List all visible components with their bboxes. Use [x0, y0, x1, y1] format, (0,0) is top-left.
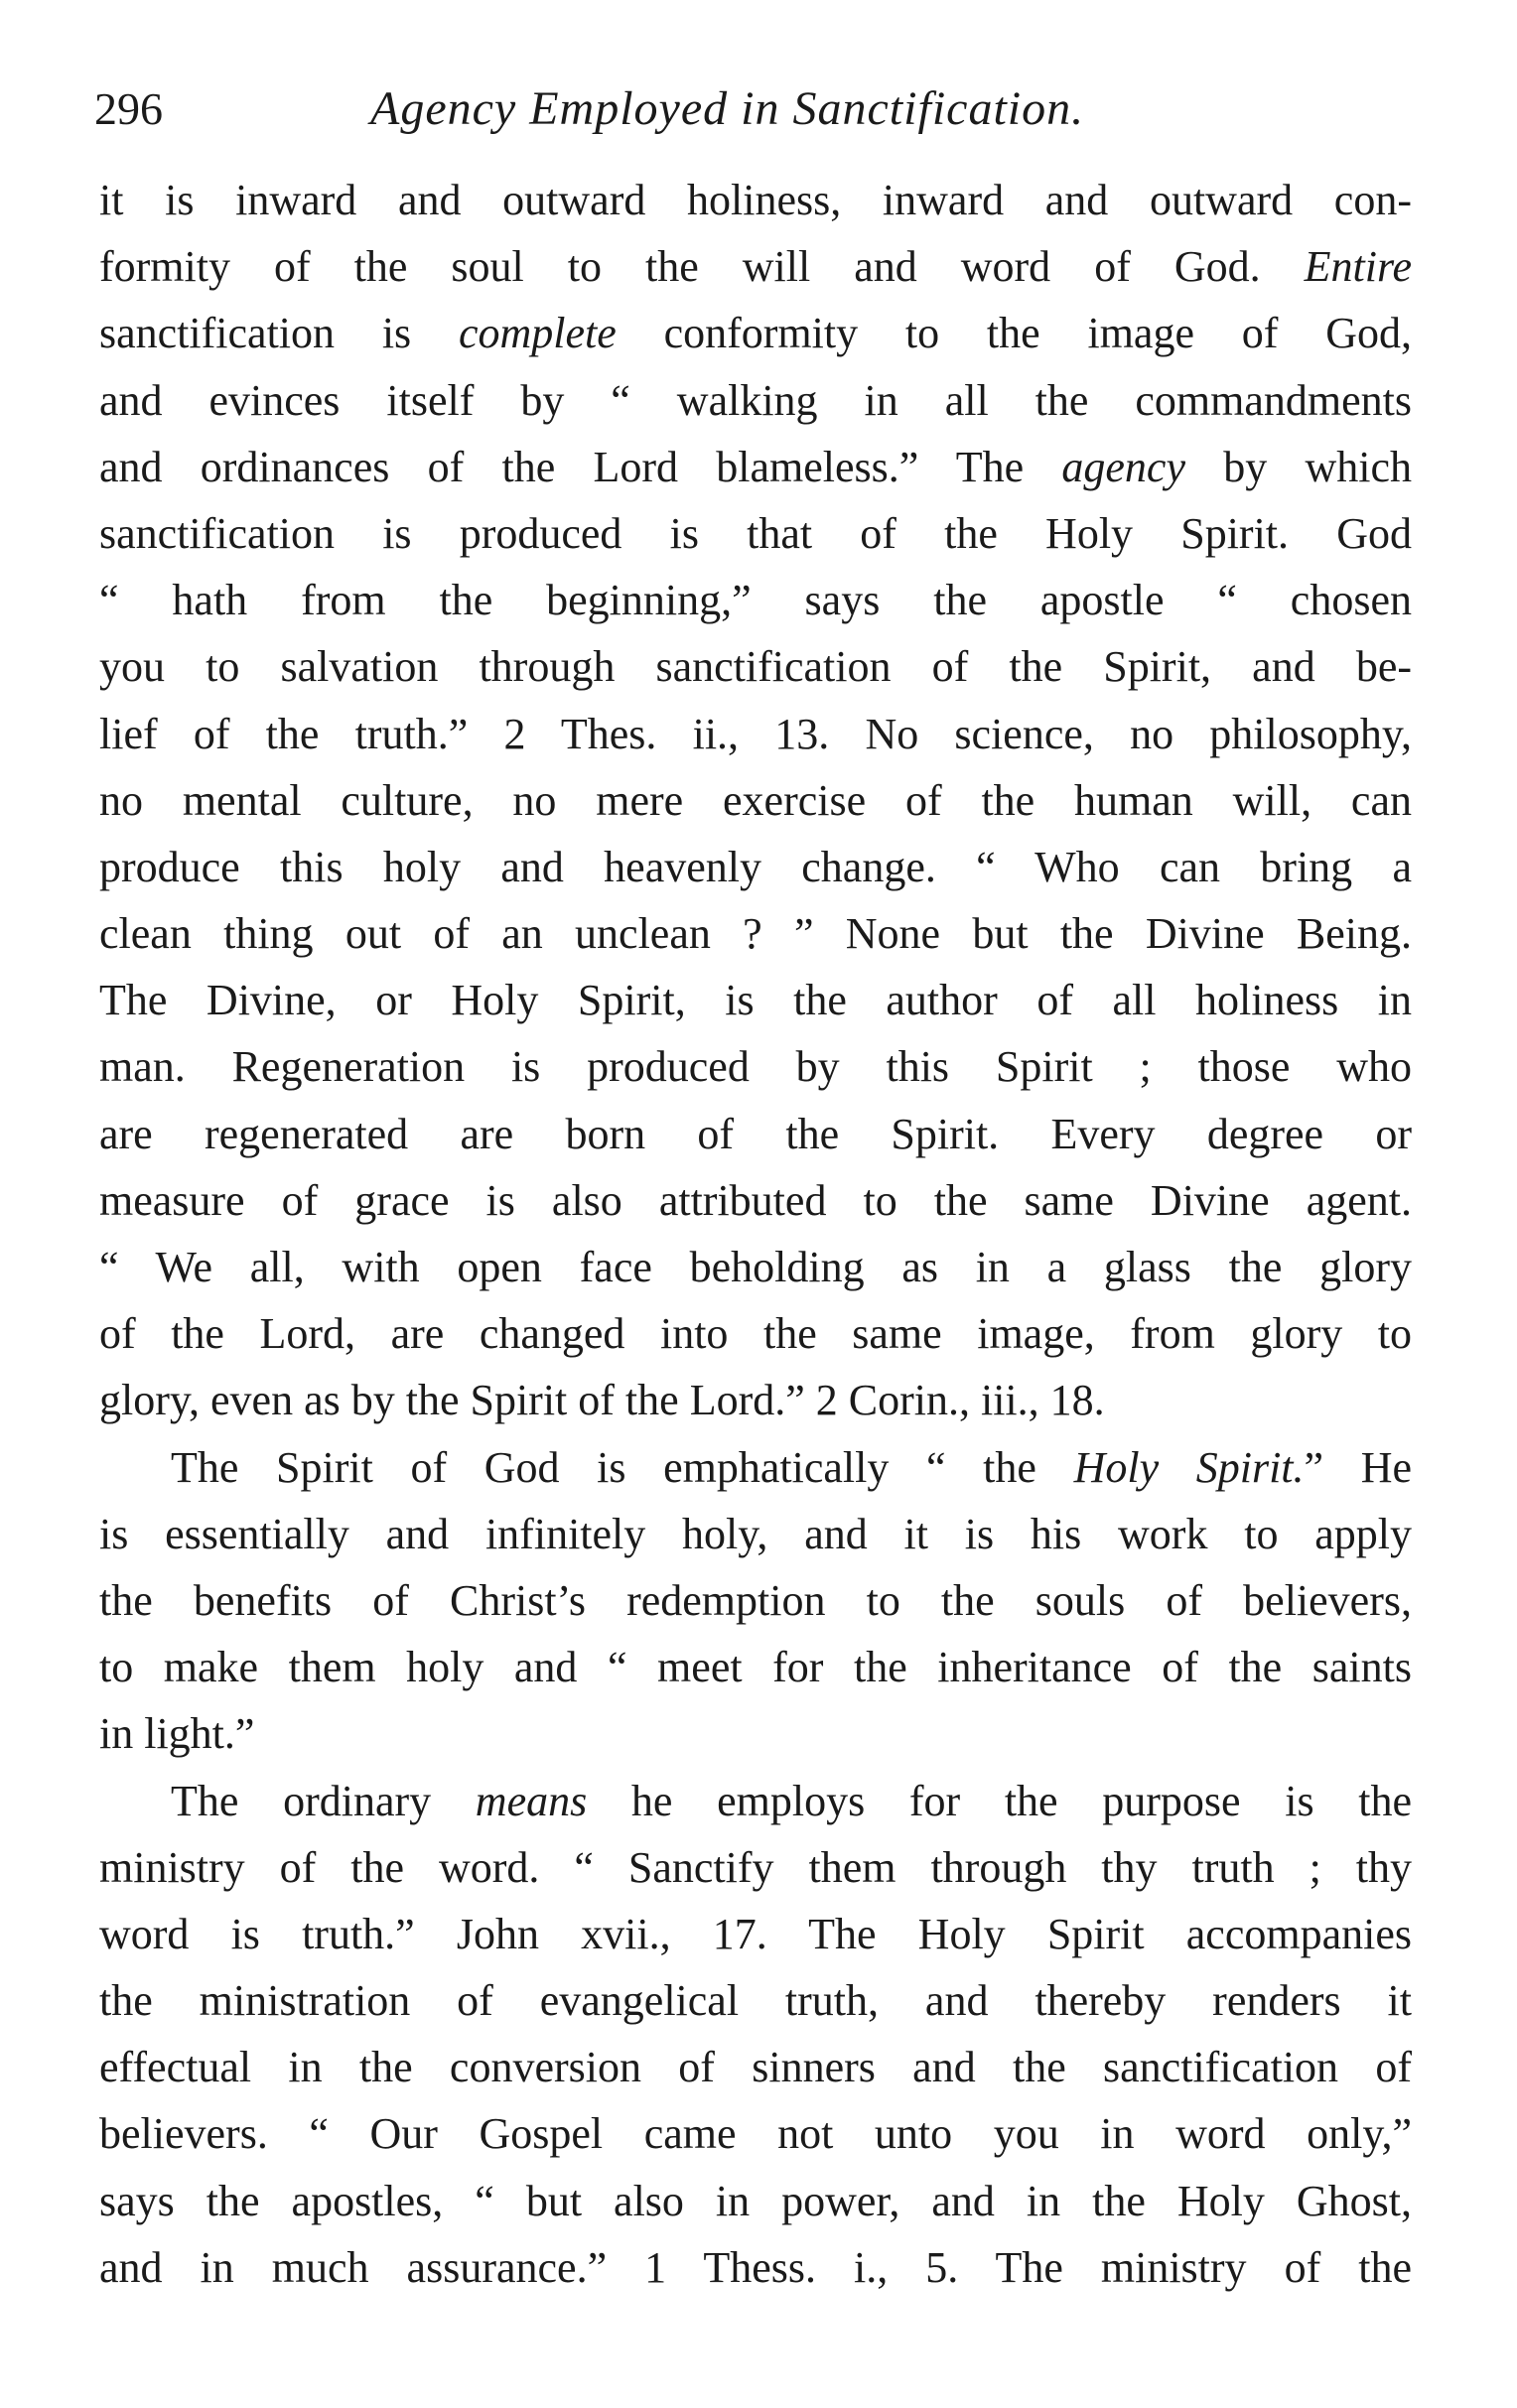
text-line	[99, 1700, 1412, 1767]
body-text	[99, 167, 1412, 2301]
text-segment: sanctification is	[99, 309, 459, 358]
text-line	[99, 1434, 1412, 1501]
text-segment: “ hath from the beginning,” says the apostle “ chosen	[99, 576, 1412, 625]
text-segment: and ordinances of the Lord blameless.” The	[99, 442, 1062, 491]
text-segment: the benefits of Christ’s redemption to the souls of believers,	[99, 1575, 1412, 1625]
text-segment: measure of grace is also attributed to the same Divine agent.	[99, 1175, 1412, 1225]
text-segment: ” He	[1304, 1442, 1412, 1492]
text-segment: the ministration of evangelical truth, and thereby renders it	[99, 1976, 1412, 2026]
italic-text: complete	[458, 309, 617, 358]
text-line	[99, 167, 1412, 233]
text-line	[99, 2168, 1412, 2234]
text-segment: you to salvation through sanctification of the Spirit, and be-	[99, 642, 1412, 692]
text-line	[99, 567, 1412, 633]
text-segment: glory, even as by the Spirit of the Lord.” 2 Corin., iii., 18.	[99, 1376, 1105, 1425]
italic-text: Entire	[1304, 242, 1412, 292]
text-line	[99, 2034, 1412, 2100]
text-line	[99, 701, 1412, 767]
text-line	[99, 2234, 1412, 2301]
text-segment: by which	[1184, 442, 1412, 491]
text-segment: The Divine, or Holy Spirit, is the author of all holiness in	[99, 976, 1412, 1025]
text-segment: to make them holy and “ meet for the inheritance of the saints	[99, 1643, 1412, 1692]
text-line	[99, 1367, 1412, 1433]
text-line	[99, 1634, 1412, 1700]
text-line	[99, 1501, 1412, 1567]
italic-text: Holy Spirit.	[1073, 1442, 1305, 1492]
running-title: Agency Employed in Sanctification.	[370, 82, 1085, 135]
text-line	[99, 767, 1412, 834]
text-line	[99, 500, 1412, 567]
text-segment: The ordinary	[171, 1776, 476, 1825]
text-segment: and evinces itself by “ walking in all the commandments	[99, 375, 1412, 425]
page-number: 296	[94, 83, 163, 134]
text-line	[99, 367, 1412, 434]
text-line	[99, 1567, 1412, 1634]
text-segment: “ We all, with open face beholding as in a glass the glory	[99, 1243, 1412, 1291]
text-segment: believers. “ Our Gospel came not unto you in word only,”	[99, 2109, 1412, 2159]
text-segment: lief of the truth.” 2 Thes. ii., 13. No science, no philosophy,	[99, 709, 1412, 758]
text-segment: he employs for the purpose is the	[587, 1776, 1412, 1825]
text-segment: and in much assurance.” 1 Thess. i., 5. The ministry of the	[99, 2242, 1412, 2292]
text-line	[99, 1901, 1412, 1967]
text-line	[99, 1101, 1412, 1167]
text-line	[99, 633, 1412, 700]
text-segment: clean thing out of an unclean ? ” None but the Divine Being.	[99, 909, 1412, 959]
text-line	[99, 967, 1412, 1033]
text-line	[99, 1167, 1412, 1234]
text-line	[99, 1033, 1412, 1100]
text-segment: conformity to the image of God,	[616, 309, 1412, 358]
text-line	[99, 834, 1412, 900]
text-line	[99, 1300, 1412, 1367]
text-line	[99, 1834, 1412, 1901]
text-line	[99, 1768, 1412, 1834]
text-segment: it is inward and outward holiness, inward and outward con-	[99, 176, 1412, 224]
text-segment: word is truth.” John xvii., 17. The Holy Spirit accompanies	[99, 1909, 1412, 1958]
text-line	[99, 434, 1412, 500]
text-segment: no mental culture, no mere exercise of the human will, can	[99, 775, 1412, 825]
text-line	[99, 2100, 1412, 2167]
text-line	[99, 1234, 1412, 1300]
text-segment: man. Regeneration is produced by this Spirit ; those who	[99, 1042, 1412, 1092]
text-segment: formity of the soul to the will and word of God.	[99, 242, 1305, 292]
text-segment: ministry of the word. “ Sanctify them through thy truth ; thy	[99, 1842, 1412, 1892]
text-segment: effectual in the conversion of sinners and the sanctification of	[99, 2043, 1412, 2092]
italic-text: agency	[1061, 442, 1185, 491]
text-line	[99, 1967, 1412, 2034]
text-line	[99, 900, 1412, 967]
text-segment: says the apostles, “ but also in power, and in the Holy Ghost,	[99, 2176, 1412, 2225]
text-segment: in light.”	[99, 1709, 255, 1759]
text-segment: of the Lord, are changed into the same image, from glory to	[99, 1309, 1412, 1359]
text-segment: produce this holy and heavenly change. “ Who can bring a	[99, 842, 1412, 891]
text-line	[99, 300, 1412, 366]
text-line	[99, 233, 1412, 300]
italic-text: means	[475, 1776, 588, 1825]
page-header	[94, 69, 1405, 149]
text-segment: sanctification is produced is that of the Holy Spirit. God	[99, 508, 1412, 558]
text-segment: is essentially and infinitely holy, and it is his work to apply	[99, 1509, 1412, 1558]
text-segment: The Spirit of God is emphatically “ the	[171, 1442, 1074, 1492]
text-segment: are regenerated are born of the Spirit. Every degree or	[99, 1109, 1412, 1158]
